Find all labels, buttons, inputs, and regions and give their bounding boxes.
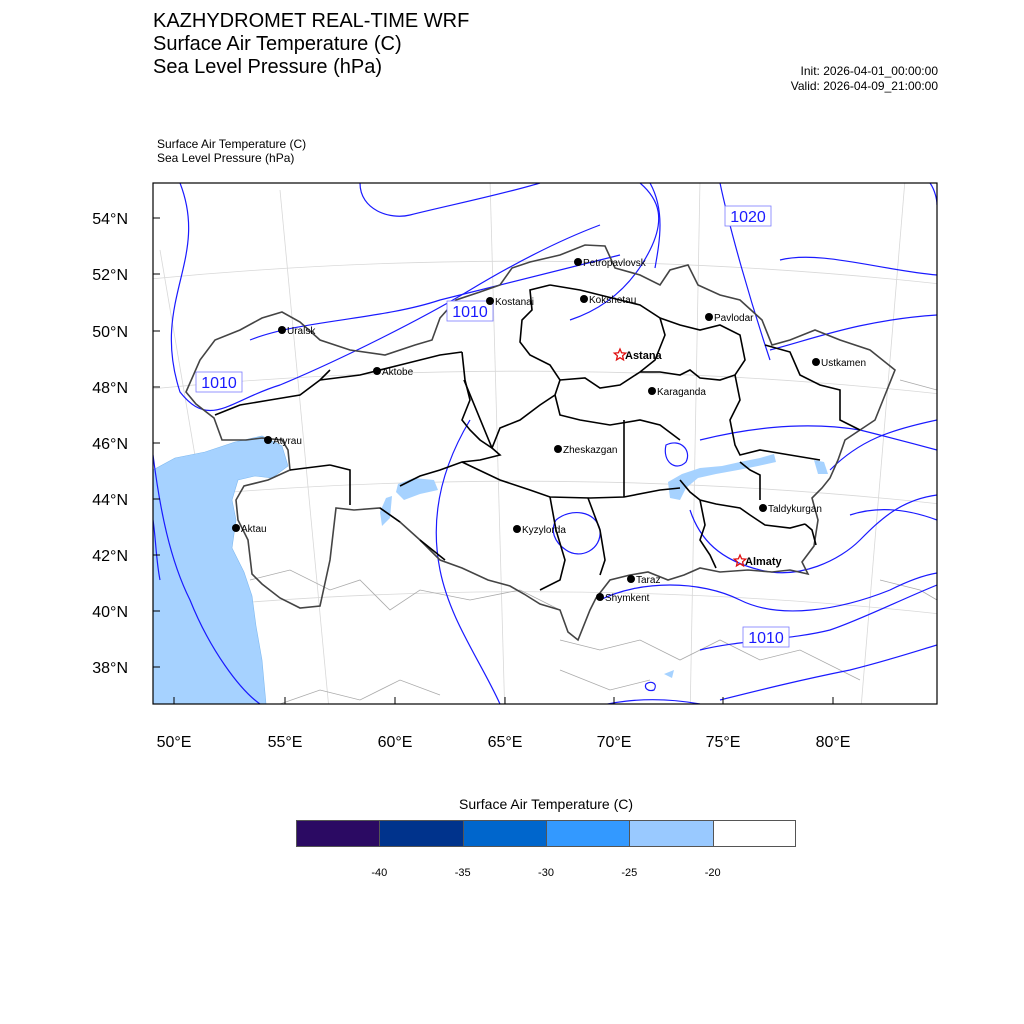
city-label: Astana: [625, 350, 662, 362]
isobar-label: 1010: [201, 375, 237, 392]
isobar-label: 1020: [730, 209, 766, 226]
colorbar-swatch: [629, 820, 713, 847]
lat-label: 40°N: [92, 604, 128, 621]
lat-label: 48°N: [92, 380, 128, 397]
city-marker: [812, 358, 820, 366]
lat-label: 38°N: [92, 660, 128, 677]
colorbar-label: -30: [538, 867, 554, 879]
lon-label: 60°E: [377, 734, 413, 751]
city-label: Aktau: [241, 524, 267, 535]
lat-label: 46°N: [92, 436, 128, 453]
city-marker: [264, 436, 272, 444]
city-label: Taraz: [636, 575, 661, 586]
lat-label: 54°N: [92, 211, 128, 228]
latitude-axis: [92, 211, 160, 677]
colorbar-label: -20: [704, 867, 721, 879]
colorbar-swatch: [379, 820, 463, 847]
lat-label: 42°N: [92, 548, 128, 565]
city-marker: [232, 524, 240, 532]
init-time: Init: 2026-04-01_00:00:00: [800, 64, 938, 78]
city-label: Kyzylorda: [522, 525, 566, 536]
title-line-3: Sea Level Pressure (hPa): [153, 56, 383, 78]
capital-star-icon: [614, 349, 625, 360]
colorbar-label: -25: [621, 867, 638, 879]
title-line-2: Surface Air Temperature (C): [153, 33, 402, 55]
colorbar-label: -35: [454, 867, 471, 879]
city-label: Ustkamen: [821, 358, 867, 369]
city-marker: [580, 295, 588, 303]
subtitle-line-2: Sea Level Pressure (hPa): [157, 151, 295, 165]
cities: [232, 258, 866, 604]
colorbar-label: -40: [371, 867, 388, 879]
lon-label: 70°E: [596, 734, 632, 751]
city-label: Atyrau: [273, 436, 302, 447]
colorbar-swatch: [713, 820, 796, 847]
city-marker: [513, 525, 521, 533]
aral-sea: [396, 478, 438, 500]
lat-label: 52°N: [92, 267, 128, 284]
city-label: Aktobe: [382, 367, 414, 378]
lon-label: 75°E: [705, 734, 741, 751]
city-label: Pavlodar: [714, 313, 754, 324]
aral-sea-west: [380, 496, 392, 526]
city-label: Taldykurgan: [768, 504, 822, 515]
city-marker: [574, 258, 582, 266]
valid-time: Valid: 2026-04-09_21:00:00: [790, 79, 938, 93]
isobar-label: 1010: [452, 304, 488, 321]
lake-issykkul: [664, 670, 674, 678]
city-marker: [554, 445, 562, 453]
lon-label: 55°E: [267, 734, 303, 751]
isobar-label: 1010: [748, 630, 784, 647]
city-marker: [373, 367, 381, 375]
colorbar-swatch: [296, 820, 380, 847]
lon-label: 80°E: [815, 734, 851, 751]
city-label: Shymkent: [605, 593, 650, 604]
subtitle-line-1: Surface Air Temperature (C): [157, 137, 307, 151]
city-label: Kokshetau: [589, 295, 637, 306]
city-marker: [627, 575, 635, 583]
lat-label: 50°N: [92, 324, 128, 341]
city-label: Karaganda: [657, 387, 706, 398]
lon-label: 65°E: [487, 734, 523, 751]
city-label: Petropavlovsk: [583, 258, 646, 269]
city-label: Uralsk: [287, 326, 316, 337]
caspian-sea: [153, 436, 288, 704]
longitude-axis: [157, 697, 851, 751]
city-marker: [278, 326, 286, 334]
city-label: Kostanai: [495, 297, 534, 308]
colorbar-swatch: [546, 820, 630, 847]
lake-alakol: [814, 460, 828, 474]
city-marker: [648, 387, 656, 395]
lon-label: 50°E: [156, 734, 192, 751]
city-marker: [705, 313, 713, 321]
title-line-1: KAZHYDROMET REAL-TIME WRF: [153, 10, 470, 32]
city-label: Almaty: [745, 556, 782, 568]
city-marker: [759, 504, 767, 512]
colorbar-title: Surface Air Temperature (C): [458, 796, 634, 812]
city-marker: [486, 297, 494, 305]
city-marker: [596, 593, 604, 601]
city-label: Zheskazgan: [563, 445, 618, 456]
capital-star-icon: [734, 555, 745, 566]
colorbar-swatch: [463, 820, 547, 847]
neighbour-borders: [250, 380, 937, 704]
lat-label: 44°N: [92, 492, 128, 509]
